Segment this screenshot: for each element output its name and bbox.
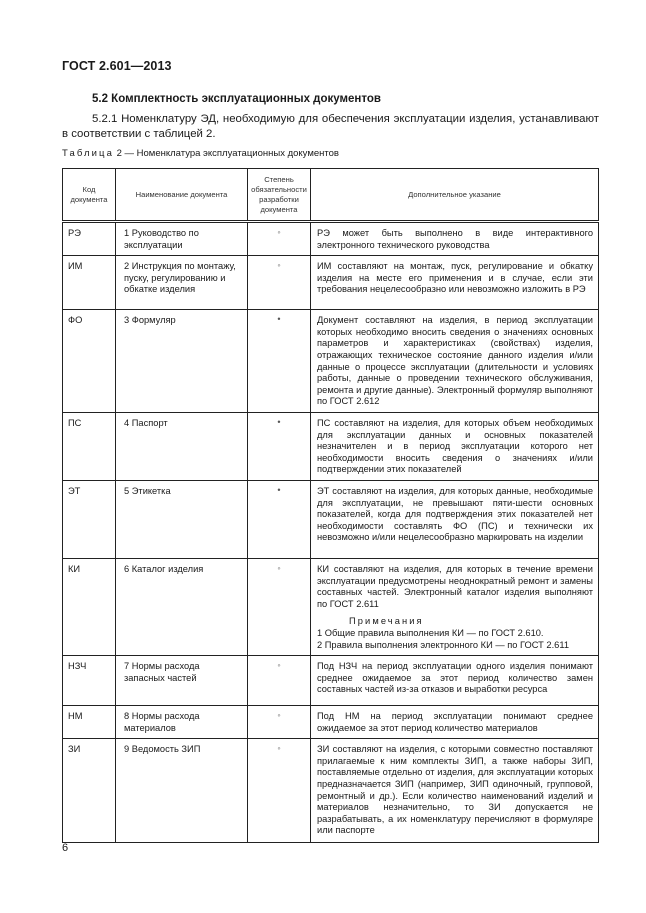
- cell-code: НМ: [63, 706, 116, 739]
- cell-note: ПС составляют на изделия, для которых объем необходимых для эксплуатации данных и основных показателей незначителен и в период эксплуатации которого нет необходимости вносить сведения о значениях и/или подтверждении этих показателей: [311, 412, 599, 480]
- cell-code: ЗИ: [63, 739, 116, 843]
- header-code: Код документа: [63, 169, 116, 222]
- notes-title: Примечания: [349, 616, 424, 627]
- table-caption-label: Таблица: [62, 148, 114, 159]
- table-row: [63, 480, 599, 558]
- note-item: 2 Правила выполнения электронного КИ — по ГОСТ 2.611: [317, 639, 570, 650]
- cell-code: ИМ: [63, 256, 116, 310]
- section-paragraph: 5.2.1 Номенклатуру ЭД, необходимую для обеспечения эксплуатации изделия, устанавливают в соответствии с таблицей 2.: [62, 113, 599, 140]
- cell-mark: •: [248, 480, 311, 558]
- cell-name: 3 Формуляр: [116, 310, 248, 413]
- table-row: [63, 706, 599, 739]
- cell-note: РЭ может быть выполнено в виде интерактивного электронного технического руководства: [311, 222, 599, 256]
- cell-mark: ◦: [248, 558, 311, 655]
- table-header-row: [63, 169, 599, 222]
- table-row: [63, 310, 599, 413]
- table-caption: [62, 148, 339, 159]
- cell-note: ИМ составляют на монтаж, пуск, регулирование и обкатку изделия на месте его применения и в случае, если эти требования нецелесообразно или невозможно изложить в РЭ: [311, 256, 599, 310]
- cell-mark: •: [248, 412, 311, 480]
- cell-note: Документ составляют на изделия, в период эксплуатации которых необходимо вносить сведения о значениях основных параметров и характеристиках (свойствах) изделия, отражающих техническое состояние данного изделия и/или данные о процессе эксплуатации (длительности и условиях работы, данные о проведении технического обслуживания, ремонта и другие данные). Электронный формуляр выполняют по ГОСТ 2.612: [311, 310, 599, 413]
- cell-code: КИ: [63, 558, 116, 655]
- cell-mark: ◦: [248, 656, 311, 706]
- note-text: КИ составляют на изделия, для которых в течение времени эксплуатации предусмотрены неоднократный ремонт и замены составных частей. Электронный каталог изделия выполняют по ГОСТ 2.611: [317, 563, 593, 609]
- cell-name: 8 Нормы расхода материалов: [116, 706, 248, 739]
- table-row: [63, 222, 599, 256]
- cell-name: 7 Нормы расхода запасных частей: [116, 656, 248, 706]
- cell-mark: ◦: [248, 256, 311, 310]
- table-row: [63, 412, 599, 480]
- note-item: 1 Общие правила выполнения КИ — по ГОСТ 2.610.: [317, 627, 544, 638]
- cell-name: 1 Руководство по эксплуатации: [116, 222, 248, 256]
- cell-name: 4 Паспорт: [116, 412, 248, 480]
- cell-mark: ◦: [248, 222, 311, 256]
- cell-name: 5 Этикетка: [116, 480, 248, 558]
- header-note: Дополнительное указание: [311, 169, 599, 222]
- cell-note: ЗИ составляют на изделия, с которыми совместно поставляют прилагаемые к ним комплекты ЗИП, а также наборы ЗИП, поставляемые отдельно от изделия, для эксплуатации которых предназначается ЗИП (например, ЗИП одиночный, групповой, ремонтный и др.). Если количество наименований изделий и материалов незначительно, то ЗИ допускается не разрабатывать, а их номенклатуру перечисляют в формуляре или паспорте: [311, 739, 599, 843]
- cell-code: ФО: [63, 310, 116, 413]
- cell-code: РЭ: [63, 222, 116, 256]
- table-caption-text: 2 — Номенклатура эксплуатационных документов: [113, 148, 339, 159]
- table-row: [63, 256, 599, 310]
- cell-name: 9 Ведомость ЗИП: [116, 739, 248, 843]
- cell-name: 2 Инструкция по монтажу, пуску, регулированию и обкатке изделия: [116, 256, 248, 310]
- cell-mark: ◦: [248, 706, 311, 739]
- header-obligation: Степень обязательности разработки документа: [248, 169, 311, 222]
- cell-note: [311, 558, 599, 655]
- section-title: 5.2 Комплектность эксплуатационных документов: [92, 93, 381, 105]
- table-row: [63, 558, 599, 655]
- cell-note: Под НМ на период эксплуатации понимают среднее ожидаемое за этот период количество материалов: [311, 706, 599, 739]
- cell-name: 6 Каталог изделия: [116, 558, 248, 655]
- cell-mark: •: [248, 310, 311, 413]
- cell-note: ЭТ составляют на изделия, для которых данные, необходимые для эксплуатации, не превышают пяти-шести основных показателей, когда для подтверждения этих показателей нет необходимости составлять ФО (ПС) и технически их невозможно и/или нецелесообразно маркировать на изделии: [311, 480, 599, 558]
- cell-code: ПС: [63, 412, 116, 480]
- page-number: 6: [62, 842, 69, 854]
- cell-note: Под НЗЧ на период эксплуатации одного изделия понимают среднее ожидаемое за этот период количество замен составных частей из-за отказов и выработки ресурса: [311, 656, 599, 706]
- cell-mark: ◦: [248, 739, 311, 843]
- cell-code: НЗЧ: [63, 656, 116, 706]
- nomenclature-table: [62, 168, 599, 843]
- table-row: [63, 656, 599, 706]
- header-name: Наименование документа: [116, 169, 248, 222]
- cell-code: ЭТ: [63, 480, 116, 558]
- document-id-header: ГОСТ 2.601—2013: [62, 59, 172, 73]
- table-row: [63, 739, 599, 843]
